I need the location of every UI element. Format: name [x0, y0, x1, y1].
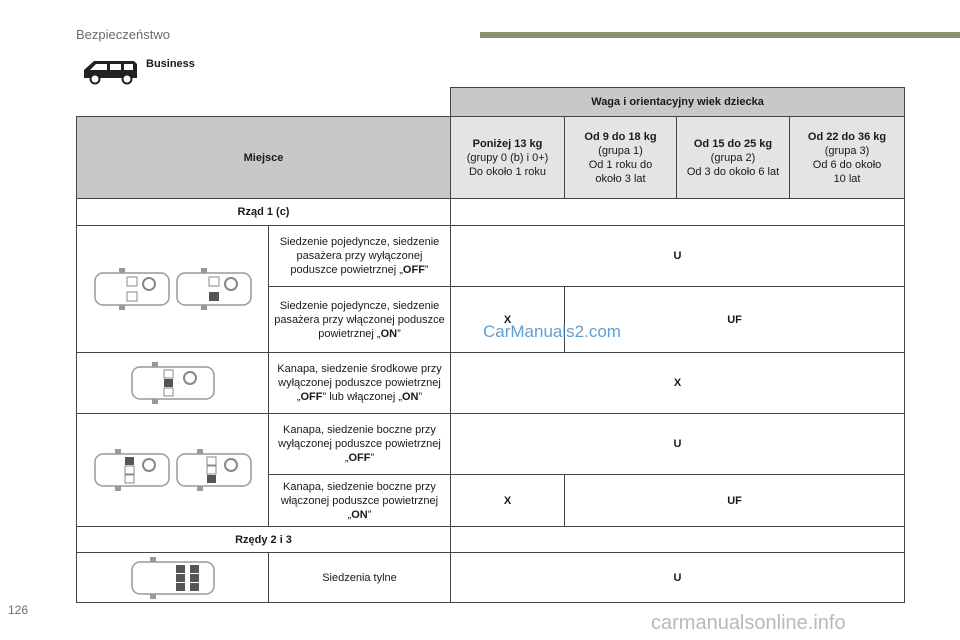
seat-diagram-cell: [77, 414, 269, 527]
section-title: Bezpieczeństwo: [76, 27, 170, 42]
bench-side-seat-diagram-icon: [93, 448, 171, 492]
row-group-label: Rzędy 2 i 3: [77, 527, 451, 553]
header-rule: [480, 32, 960, 38]
bench-center-seat-diagram-icon: [128, 361, 218, 405]
variant-label: Business: [146, 58, 195, 70]
seat-description: Kanapa, siedzenie środkowe przy wyłączonej poduszce powietrznej „OFF” lub włączonej „ON”: [269, 353, 451, 414]
seat-description: Siedzenia tylne: [269, 553, 451, 603]
passenger-seat-diagram-icon: [175, 267, 253, 311]
value-cell: X: [451, 353, 905, 414]
seat-description: Siedzenie pojedyncze, siedzenie pasażera przy wyłączonej poduszce powietrznej „OFF”: [269, 226, 451, 287]
row-group-label: Rząd 1 (c): [77, 199, 451, 226]
page-number: 126: [8, 603, 29, 617]
group-header-1: Od 9 do 18 kg (grupa 1) Od 1 roku do około 3 lat: [565, 117, 677, 199]
seat-description: Kanapa, siedzenie boczne przy wyłączonej poduszce powietrznej „OFF”: [269, 414, 451, 475]
value-cell: U: [451, 226, 905, 287]
value-cell: UF: [565, 475, 905, 527]
place-header: Miejsce: [77, 117, 451, 199]
watermark-bottom: carmanualsonline.info: [651, 612, 846, 634]
child-seat-table: [76, 87, 905, 603]
seat-diagram-cell: [77, 353, 269, 414]
front-seat-diagram-icon: [93, 267, 171, 311]
weight-age-header: Waga i orientacyjny wiek dziecka: [451, 88, 905, 117]
seat-diagram-cell: [77, 226, 269, 353]
van-icon: [80, 56, 140, 86]
watermark-center: CarManuals2.com: [483, 322, 621, 341]
value-cell: X: [451, 475, 565, 527]
seat-description: Siedzenie pojedyncze, siedzenie pasażera przy włączonej poduszce powietrznej „ON”: [269, 287, 451, 353]
bench-side-seat-diagram-icon: [175, 448, 253, 492]
group-header-0: Poniżej 13 kg (grupy 0 (b) i 0+) Do około 1 roku: [451, 117, 565, 199]
value-cell: U: [451, 553, 905, 603]
value-cell: X: [451, 287, 565, 353]
group-header-2: Od 15 do 25 kg (grupa 2) Od 3 do około 6 lat: [677, 117, 790, 199]
rear-seats-diagram-icon: [128, 556, 218, 600]
group-header-3: Od 22 do 36 kg (grupa 3) Od 6 do około 10 lat: [790, 117, 905, 199]
seat-description: Kanapa, siedzenie boczne przy włączonej poduszce powietrznej „ON”: [269, 475, 451, 527]
value-cell: UF: [565, 287, 905, 353]
seat-diagram-cell: [77, 553, 269, 603]
value-cell: U: [451, 414, 905, 475]
